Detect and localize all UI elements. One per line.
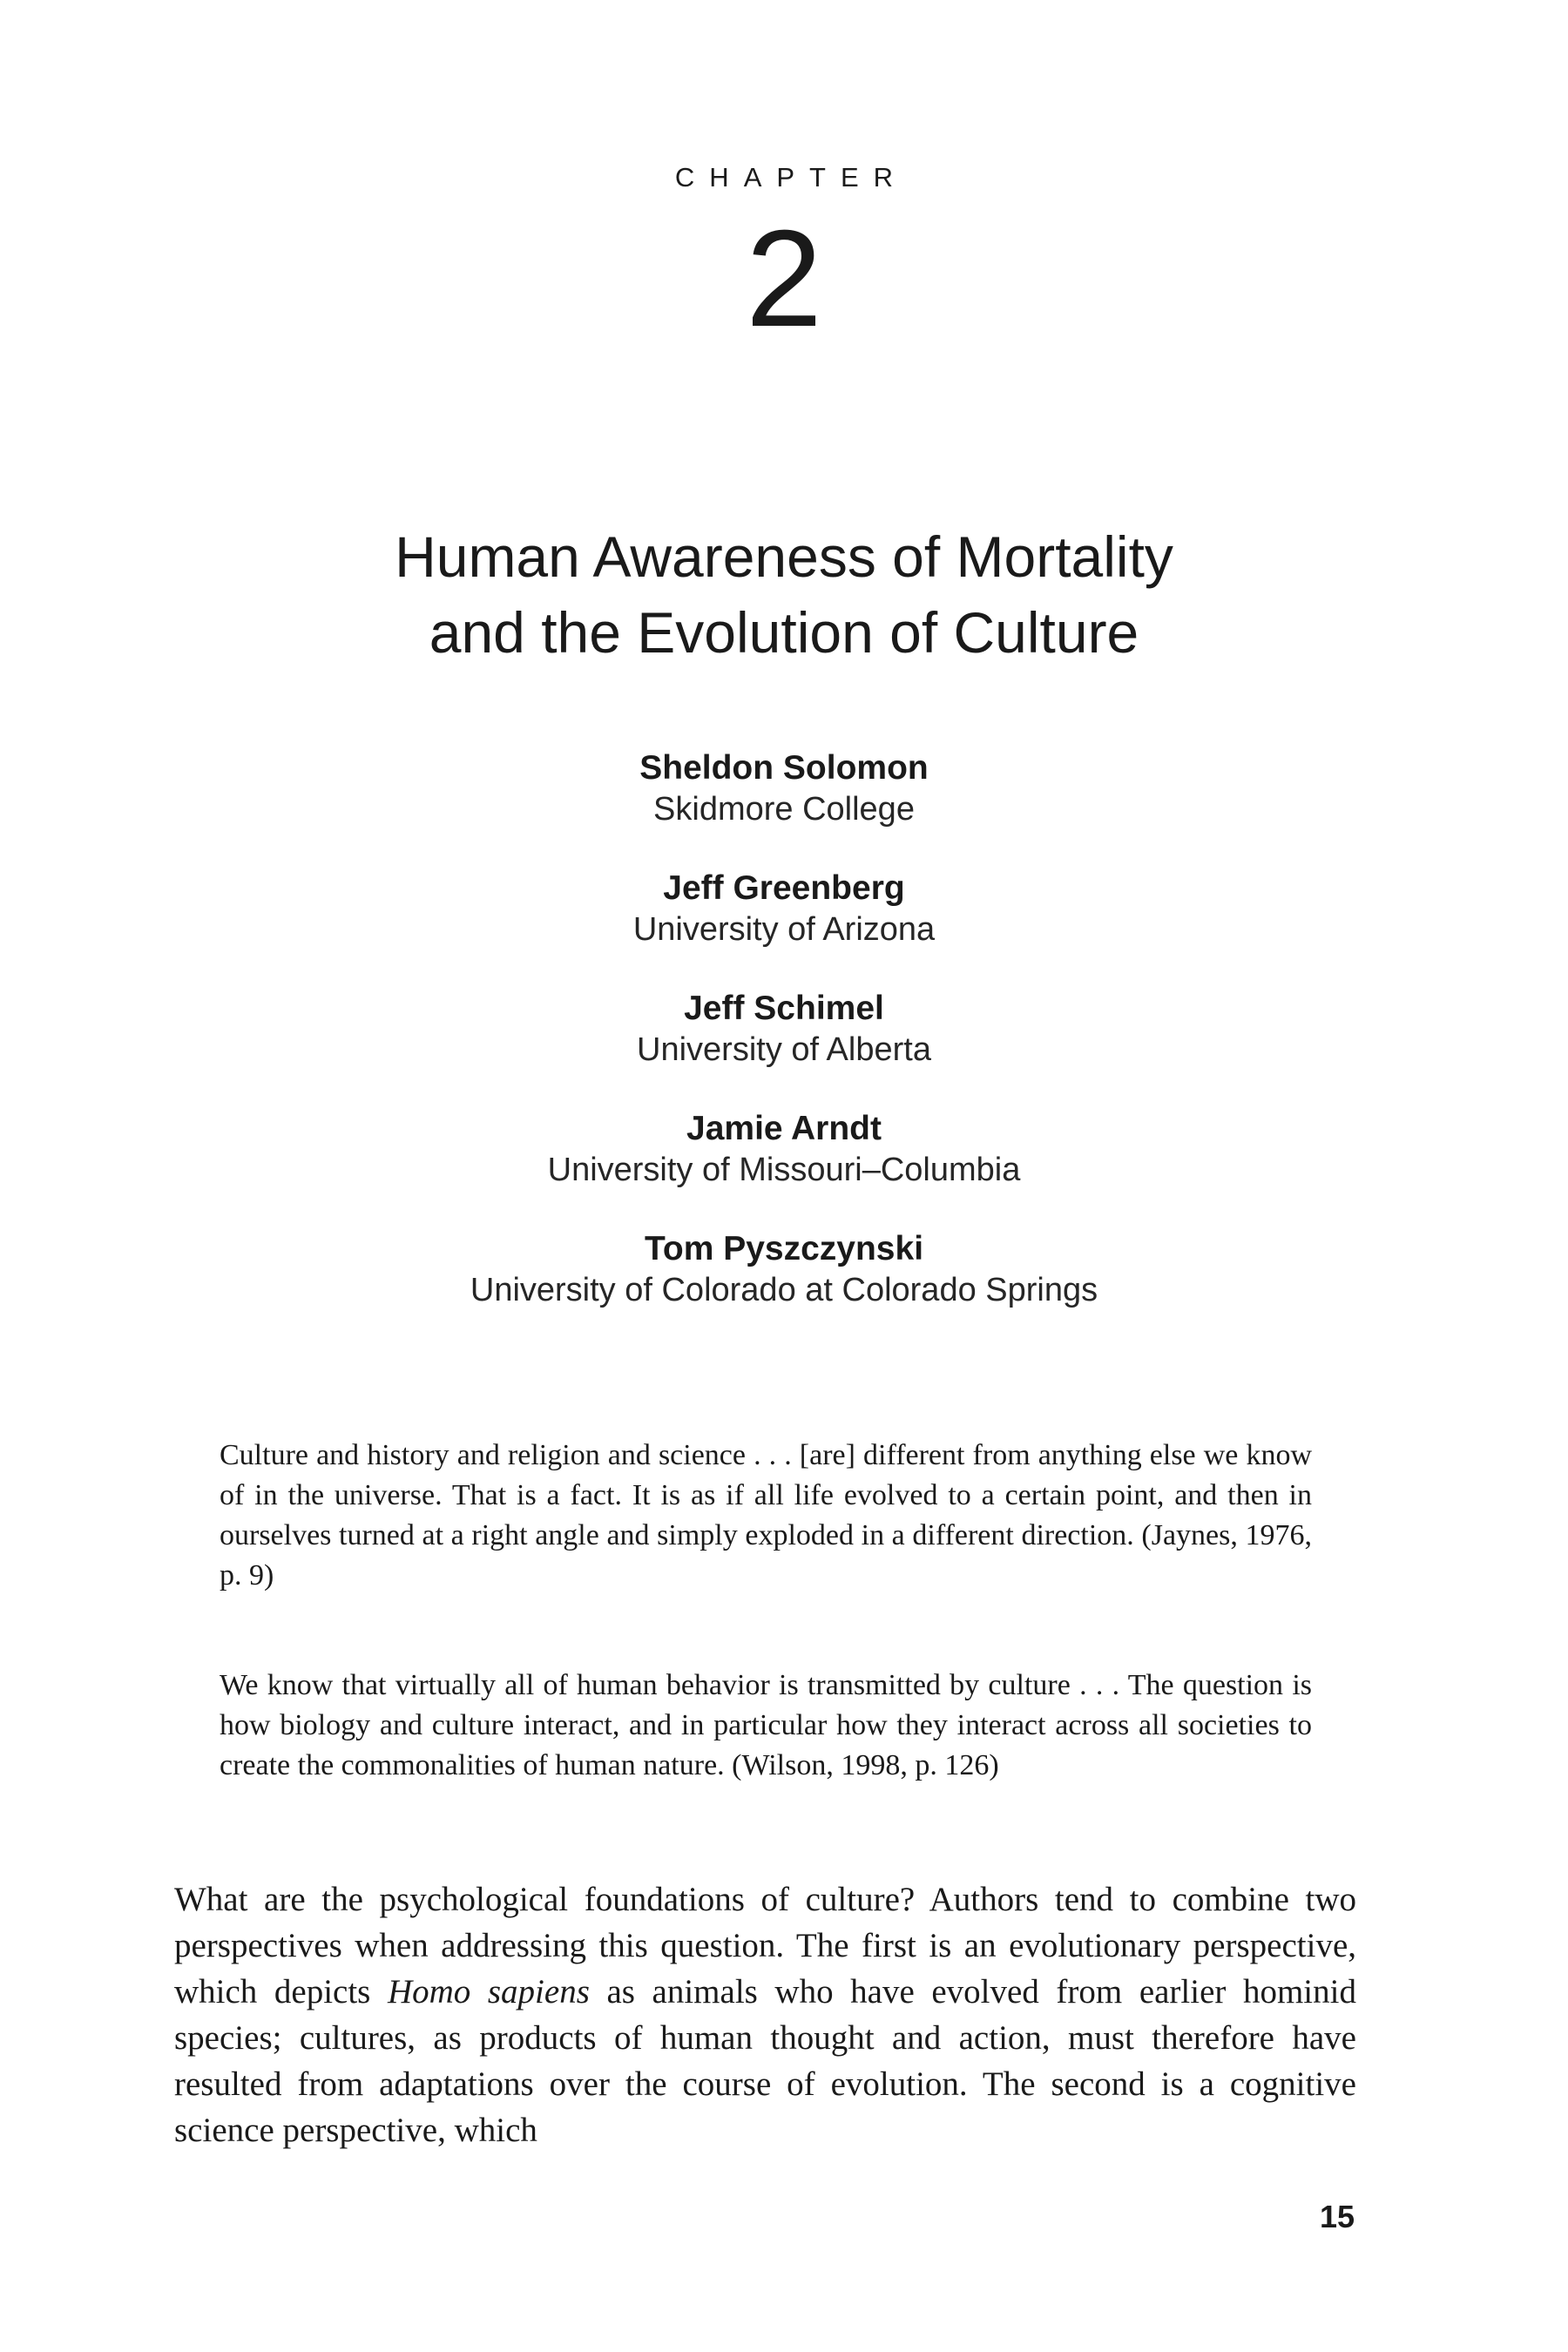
author-affiliation: University of Colorado at Colorado Springs bbox=[470, 1272, 1098, 1308]
author-name: Tom Pyszczynski bbox=[644, 1230, 924, 1267]
chapter-title-line: and the Evolution of Culture bbox=[429, 600, 1139, 665]
page-number: 15 bbox=[1319, 2199, 1355, 2234]
body-paragraph bbox=[174, 1876, 1356, 2153]
chapter-label: CHAPTER bbox=[674, 162, 909, 193]
author-entry bbox=[0, 1228, 1568, 1348]
author-affiliation: University of Missouri–Columbia bbox=[547, 1152, 1021, 1188]
author-list bbox=[0, 747, 1568, 1348]
author-entry bbox=[0, 988, 1568, 1108]
author-entry bbox=[0, 868, 1568, 988]
author-affiliation: University of Arizona bbox=[632, 911, 936, 948]
body-text-segment: as animals who have evolved from earlier hominid species; cultures, as products of human thought and action, must therefore have resulted from adaptations over the course of evolution. The second is a cognitive science perspective, which bbox=[174, 1973, 1356, 2149]
author-name: Jeff Schimel bbox=[684, 990, 884, 1027]
author-name: Jeff Greenberg bbox=[663, 869, 905, 907]
author-entry bbox=[0, 747, 1568, 868]
chapter-title-line: Human Awareness of Mortality bbox=[395, 524, 1173, 589]
author-name: Jamie Arndt bbox=[686, 1110, 882, 1147]
epigraph-quote: Culture and history and religion and science . . . [are] different from anything else we know of in the universe. That is a fact. It is as if all life evolved to a certain point, and then in ourselves turned at a right angle and simply exploded in a different direction. (Jaynes, 1976, p. 9) bbox=[220, 1439, 1312, 1592]
author-name: Sheldon Solomon bbox=[639, 749, 929, 787]
epigraph-quote: We know that virtually all of human behavior is transmitted by culture . . . The question is how biology and culture interact, and in particular how they interact across all societies to create the commonalities of human nature. (Wilson, 1998, p. 126) bbox=[220, 1669, 1312, 1781]
chapter-number: 2 bbox=[746, 202, 822, 355]
author-affiliation: Skidmore College bbox=[653, 791, 915, 828]
author-affiliation: University of Alberta bbox=[637, 1031, 931, 1068]
body-text-segment: What are the psychological foundations of culture? Authors tend to combine two perspectives when addressing this question. The first is an evolutionary perspective, which depicts bbox=[174, 1881, 1356, 2011]
chapter-title bbox=[0, 519, 1568, 671]
body-text-italic: Homo sapiens bbox=[387, 1973, 590, 2011]
author-entry bbox=[0, 1108, 1568, 1228]
